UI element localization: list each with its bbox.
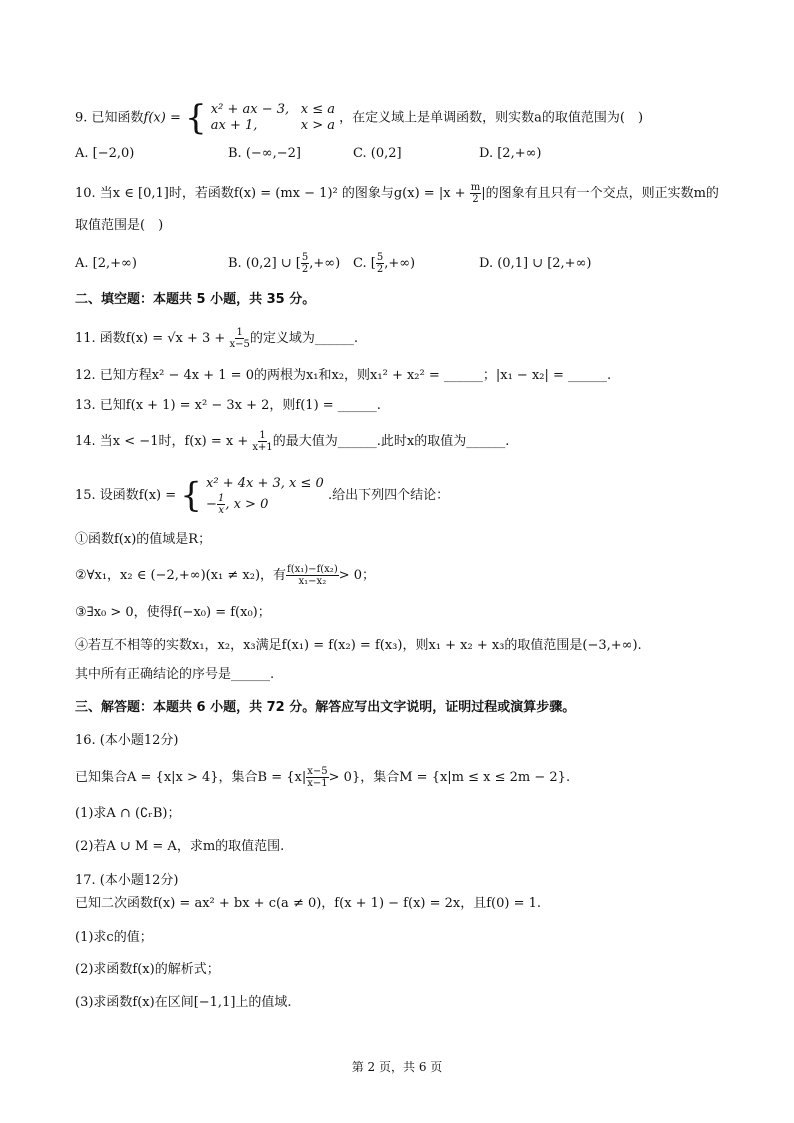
- q10-optb-post: ,+∞): [309, 256, 341, 271]
- section-3-heading: 三、解答题：本题共 6 小题，共 72 分。解答应写出文字说明，证明过程或演算步骤。: [75, 700, 576, 715]
- q10-optb-num: 5: [301, 252, 309, 263]
- c2-post: > 0；: [338, 568, 376, 583]
- q10-option-b: [228, 252, 340, 275]
- q10-frac-num: m: [470, 182, 481, 193]
- question-12: 12. 已知方程x² − 4x + 1 = 0的两根为x₁和x₂，则x₁² + x₂² = ______；|x₁ − x₂| = ______.: [75, 368, 612, 383]
- q15-case2-post: , x > 0: [225, 497, 269, 512]
- question-10: [75, 182, 719, 205]
- q15-prefix: 15. 设函数f(x) =: [75, 488, 177, 503]
- q9-case1-cond: x ≤ a: [300, 102, 336, 117]
- q15-case2-pre: −: [206, 497, 217, 512]
- q10-optb-frac: [301, 252, 309, 275]
- q10-optc-den: 2: [376, 264, 384, 275]
- q10-option-c: [353, 252, 415, 275]
- conclusion-1: ①函数f(x)的值域是R；: [75, 532, 212, 547]
- q10-text: 10. 当x ∈ [0,1]时，若函数f(x) = (mx − 1)² 的图象与g(x) = |x +: [75, 186, 466, 201]
- q10-line2: 取值范围是( ): [75, 218, 164, 233]
- q16-frac-den: x−1: [307, 778, 328, 789]
- q15-case2-num: 1: [217, 493, 225, 504]
- q14-post: 的最大值为______.此时x的取值为______.: [272, 434, 510, 449]
- c2-pre: ②∀x₁，x₂ ∈ (−2,+∞)(x₁ ≠ x₂)，有: [75, 568, 287, 583]
- conclusion-4: ④若互不相等的实数x₁，x₂，x₃满足f(x₁) = f(x₂) = f(x₃)，则x₁ + x₂ + x₃的取值范围是(−3,+∞).: [75, 638, 642, 653]
- q10-optb-den: 2: [301, 264, 309, 275]
- q14-fraction: [252, 430, 272, 453]
- q16-frac-num: x−5: [307, 766, 328, 777]
- q9-case2-expr: ax + 1,: [210, 118, 258, 133]
- q9-case2-cond: x > a: [300, 118, 336, 133]
- q10-option-a: A. [2,+∞): [75, 256, 137, 271]
- q10-optb-pre: B. (0,2] ∪ [: [228, 256, 301, 271]
- question-15: [75, 475, 449, 516]
- q9-function: f(x) =: [143, 110, 181, 126]
- q17-part-2: (2)求函数f(x)的解析式；: [75, 962, 220, 977]
- q11-fraction: [229, 327, 249, 350]
- question-14: [75, 430, 509, 453]
- q15-piecewise: [180, 475, 324, 516]
- q16-body-post: > 0}，集合M = {x|m ≤ x ≤ 2m − 2}.: [328, 770, 571, 785]
- q16-body: [75, 766, 570, 789]
- q14-frac-num: 1: [259, 430, 266, 441]
- q16-part-2: (2)若A ∪ M = A，求m的取值范围.: [75, 839, 285, 854]
- q9-case1-expr: x² + ax − 3,: [210, 102, 290, 117]
- question-13: 13. 已知f(x + 1) = x² − 3x + 2，则f(1) = ______.: [75, 398, 381, 413]
- conclusion-prompt: 其中所有正确结论的序号是______.: [75, 667, 275, 682]
- q10-optc-frac: [376, 252, 384, 275]
- q16-body-pre: 已知集合A = {x|x > 4}，集合B = {x|: [75, 770, 307, 785]
- brace-icon: {: [185, 98, 207, 138]
- conclusion-3: ③∃x₀ > 0，使得f(−x₀) = f(x₀)；: [75, 605, 271, 620]
- question-11: [75, 327, 358, 350]
- q9-piecewise: [185, 98, 336, 138]
- q15-suffix: .给出下列四个结论：: [327, 488, 450, 503]
- q16-fraction: [306, 766, 328, 789]
- conclusion-2: [75, 564, 375, 587]
- q14-pre: 14. 当x < −1时，f(x) = x +: [75, 434, 249, 449]
- q9-option-a: A. [−2,0): [75, 146, 135, 161]
- q11-frac-den: x−5: [229, 339, 250, 350]
- question-9: [75, 98, 644, 138]
- c2-frac-den: x₁−x₂: [298, 576, 327, 587]
- q10-text-end: |的图象有且只有一个交点，则正实数m的: [481, 186, 719, 201]
- q9-option-c: C. (0,2]: [353, 146, 402, 161]
- q17-body: 已知二次函数f(x) = ax² + bx + c(a ≠ 0)，f(x + 1) − f(x) = 2x，且f(0) = 1.: [75, 896, 542, 911]
- q9-option-d: D. [2,+∞): [479, 146, 542, 161]
- q15-case1: x² + 4x + 3, x ≤ 0: [206, 476, 324, 491]
- q9-suffix: ，在定义域上是单调函数，则实数a的取值范围为( ): [339, 110, 644, 126]
- q10-option-d: D. (0,1] ∪ [2,+∞): [479, 256, 592, 271]
- q9-option-b: B. (−∞,−2]: [228, 146, 301, 161]
- section-2-heading: 二、填空题：本题共 5 小题，共 35 分。: [75, 292, 316, 307]
- q17-part-1: (1)求c的值；: [75, 930, 153, 945]
- brace-icon: {: [180, 475, 202, 516]
- q11-post: 的定义域为______.: [249, 331, 358, 346]
- q16-head: 16. (本小题12分): [75, 733, 179, 748]
- q17-part-3: (3)求函数f(x)在区间[−1,1]上的值域.: [75, 995, 292, 1010]
- q11-pre: 11. 函数f(x) = √x + 3 +: [75, 331, 226, 346]
- q10-fraction: [470, 182, 481, 205]
- c2-frac-num: f(x₁)−f(x₂): [287, 564, 338, 575]
- q10-optc-num: 5: [376, 252, 384, 263]
- q16-part-1: (1)求A ∩ (∁ᵣB)；: [75, 806, 181, 821]
- page-footer: 第 2 页，共 6 页: [351, 1060, 443, 1074]
- q14-frac-den: x+1: [252, 442, 273, 453]
- q17-head: 17. (本小题12分): [75, 873, 179, 888]
- q15-case2-den: x: [218, 505, 224, 516]
- q10-optc-post: ,+∞): [384, 256, 416, 271]
- q10-optc-pre: C. [: [353, 256, 376, 271]
- q9-prefix: 9. 已知函数: [75, 110, 144, 126]
- c2-fraction: [286, 564, 339, 587]
- q10-frac-den: 2: [472, 194, 479, 205]
- q11-frac-num: 1: [236, 327, 243, 338]
